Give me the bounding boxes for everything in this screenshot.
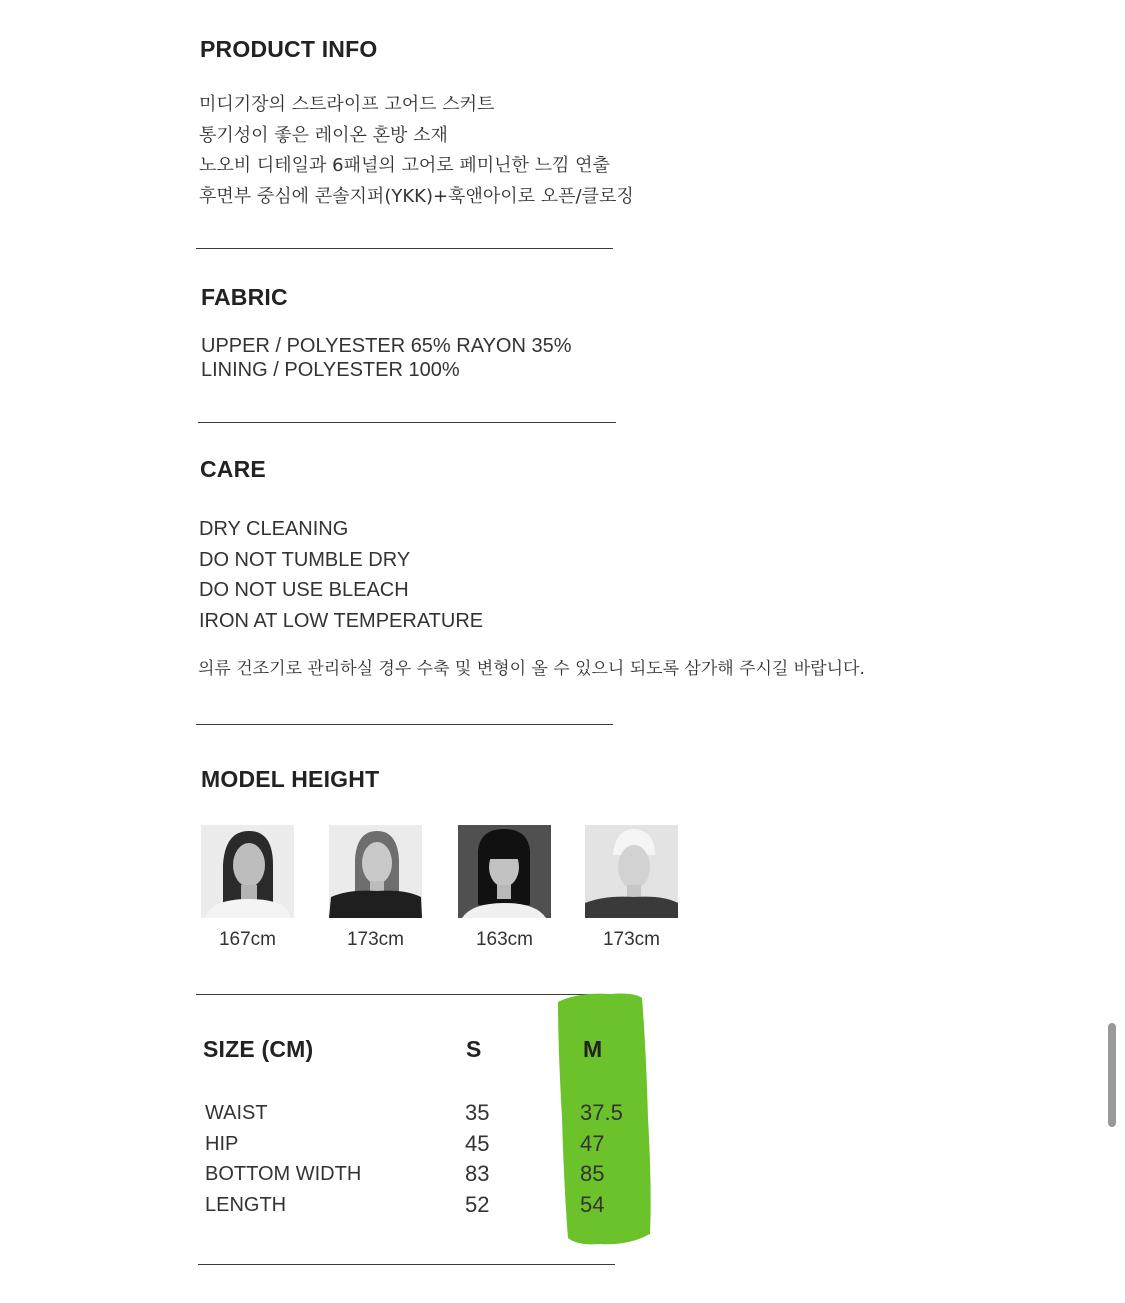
size-m-value: 37.5 xyxy=(580,1100,623,1125)
model-photo xyxy=(458,825,551,918)
divider xyxy=(198,1264,615,1265)
size-s-value: 52 xyxy=(465,1191,490,1217)
fabric-list xyxy=(201,334,572,382)
fabric-line: UPPER / POLYESTER 65% RAYON 35% xyxy=(201,335,572,357)
care-line: DO NOT TUMBLE DRY xyxy=(199,548,411,571)
care-heading: CARE xyxy=(200,456,266,482)
product-info-line: 통기성이 좋은 레이온 혼방 소재 xyxy=(199,124,448,146)
care-note: 의류 건조기로 관리하실 경우 수축 및 변형이 올 수 있으니 되도록 삼가해 주시길 바랍니다. xyxy=(198,659,865,679)
size-s-value: 83 xyxy=(465,1161,490,1186)
fabric-line: LINING / POLYESTER 100% xyxy=(201,359,460,381)
model-photo xyxy=(329,825,422,918)
product-info-line: 미디기장의 스트라이프 고어드 스커트 xyxy=(199,94,495,115)
divider xyxy=(196,248,613,249)
size-column-m: M xyxy=(583,1036,603,1062)
model-height-label: 163cm xyxy=(475,929,534,950)
model-height-label: 173cm xyxy=(602,929,661,950)
size-s-value: 45 xyxy=(465,1130,490,1156)
size-row-label: BOTTOM WIDTH xyxy=(205,1163,362,1185)
divider xyxy=(196,724,613,725)
fabric-heading: FABRIC xyxy=(201,284,288,310)
product-info-line: 후면부 중심에 콘솔지퍼(YKK)+훅앤아이로 오픈/클로징 xyxy=(199,185,634,207)
model-card xyxy=(329,825,422,950)
care-line: DO NOT USE BLEACH xyxy=(199,579,409,601)
size-s-values xyxy=(465,1098,489,1220)
size-column-s: S xyxy=(466,1036,482,1062)
model-card xyxy=(201,825,294,950)
size-row-label: LENGTH xyxy=(205,1193,287,1216)
model-card xyxy=(458,825,551,950)
product-info-heading: PRODUCT INFO xyxy=(200,36,378,62)
model-photo xyxy=(201,825,294,918)
model-height-label: 173cm xyxy=(346,929,405,950)
size-m-value: 85 xyxy=(580,1161,605,1186)
size-m-value: 54 xyxy=(580,1191,605,1217)
care-line: IRON AT LOW TEMPERATURE xyxy=(199,609,484,632)
size-heading: SIZE (CM) xyxy=(203,1036,314,1062)
size-s-value: 35 xyxy=(465,1100,490,1125)
model-photo xyxy=(585,825,678,918)
care-line: DRY CLEANING xyxy=(199,518,349,540)
model-card xyxy=(585,825,678,950)
size-m-value: 47 xyxy=(580,1130,605,1156)
product-info-line: 노오비 디테일과 6패널의 고어로 페미닌한 느낌 연출 xyxy=(199,155,610,176)
size-row-labels xyxy=(205,1098,361,1220)
model-height-label: 167cm xyxy=(218,929,277,950)
vertical-scrollbar[interactable] xyxy=(1108,1023,1116,1127)
product-info-list xyxy=(199,90,634,212)
care-list xyxy=(199,514,483,636)
size-row-label: WAIST xyxy=(205,1102,268,1124)
model-height-heading: MODEL HEIGHT xyxy=(201,766,380,792)
divider xyxy=(198,422,616,423)
size-row-label: HIP xyxy=(205,1132,239,1155)
size-m-values xyxy=(580,1098,623,1220)
